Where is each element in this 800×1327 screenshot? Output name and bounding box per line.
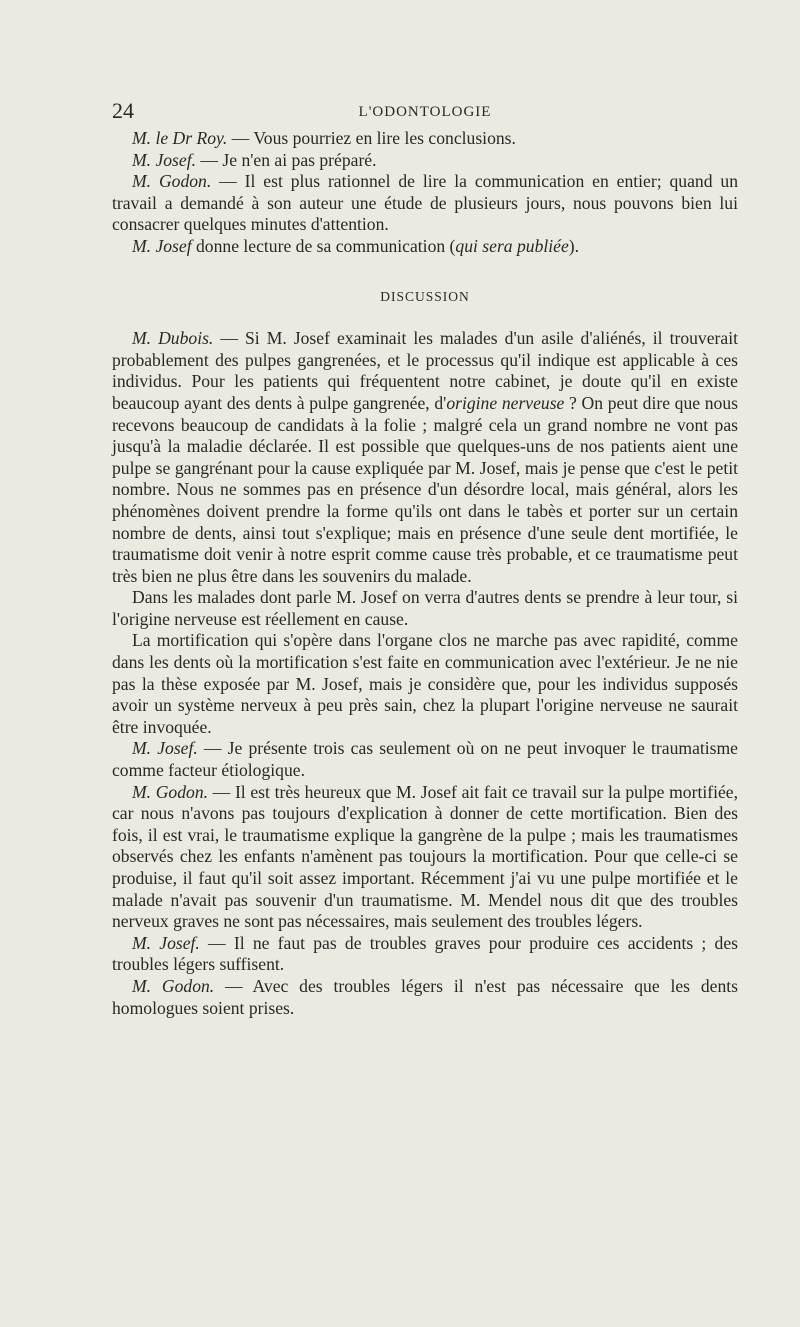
- paragraph-text: — Avec des troubles légers il n'est pas nécessaire que les dents homologues soient prises.: [112, 975, 739, 1018]
- paragraph: [112, 128, 738, 150]
- paragraph: [112, 587, 738, 630]
- paragraph: [112, 738, 738, 781]
- speaker-name: M. Godon.: [132, 781, 209, 802]
- body-text: [112, 128, 738, 1019]
- speaker-name: M. Godon.: [132, 171, 212, 192]
- speaker-name: M. Dubois.: [132, 328, 214, 349]
- paragraph-tail: ? On peut dire que nous recevons beaucoup de candidats à la folie ; malgré cela un grand nombre ne vont pas jusqu'à la maladie déclarée. Il est possible que quelques-uns de nos patients aient une pulpe se gangrénant pour la cause expliquée par M. Josef, mais je pense que c'est le petit nombre. Nous ne sommes pas en présence d'un désordre local, mais général, alors les phénomènes doivent prendre la forme qu'ils ont dans le tabès et porter sur un certain nombre de dents, ainsi tout s'explique; mais en présence d'une seule dent mortifiée, le traumatisme doit venir à notre esprit comme cause très probable, et ce traumatisme peut très bien ne plus être dans les souvenirs du malade.: [112, 392, 738, 586]
- paragraph-tail: ).: [568, 235, 580, 256]
- paragraph-text: — Il est très heureux que M. Josef ait fait ce travail sur la pulpe mortifiée, car nous n'avons pas toujours d'explication à donner de cette mortification. Bien des fois, il est vrai, le traumatisme explique la gangrène de la pulpe ; mais les traumatismes observés chez les enfants n'amènent pas toujours la mortification. Pour que celle-ci se produise, il faut qu'il soit assez important. Récemment j'ai vu une pulpe mortifiée et le malade n'avait pas souvenir d'un traumatisme. M. Mendel nous dit que des troubles nerveux graves ne sont pas nécessaires, mais seulement des troubles légers.: [112, 781, 738, 932]
- section-title: DISCUSSION: [380, 288, 470, 304]
- page-number: 24: [112, 98, 134, 123]
- paragraph-text: Dans les malades dont parle M. Josef on verra d'autres dents se prendre à leur tour, si l'origine nerveuse est réellement en cause.: [112, 587, 738, 629]
- paragraph-text: — Je présente trois cas seulement où on ne peut invoquer le traumatisme comme facteur étiologique.: [112, 738, 738, 781]
- paragraph: [112, 236, 738, 258]
- paragraph: [112, 782, 738, 933]
- running-title: L'ODONTOLOGIE: [358, 104, 492, 120]
- paragraph: [112, 976, 738, 1019]
- paragraph: [112, 171, 738, 236]
- speaker-name: M. Godon.: [132, 975, 215, 996]
- paragraph-text: — Il ne faut pas de troubles graves pour produire ces accidents ; des troubles légers suffisent.: [112, 932, 738, 975]
- paragraph-text: La mortification qui s'opère dans l'organe clos ne marche pas avec rapidité, comme dans les dents où la mortification s'est faite en communication avec l'extérieur. Je ne nie pas la thèse exposée par M. Josef, mais je considère que, pour les individus supposés avoir un système nerveux à peu près sain, chez la plupart l'origine nerveuse ne saurait être invoquée.: [112, 630, 738, 737]
- paragraph-text: — Si M. Josef examinait les malades d'un asile d'aliénés, il trouverait probablement des pulpes gangrenées, et le processus qu'il indique est applicable à ces individus. Pour les patients qui fréquentent notre cabinet, je doute qu'il en existe beaucoup ayant des dents à pulpe gangrenée, d': [112, 328, 738, 413]
- italic-phrase: origine nerveuse: [446, 392, 565, 413]
- speaker-name: M. le Dr Roy.: [132, 128, 228, 148]
- paragraph: [112, 328, 738, 587]
- paragraph: [112, 630, 738, 738]
- speaker-name: M. Josef.: [132, 149, 197, 170]
- page-header: [112, 98, 738, 128]
- speaker-name: M. Josef: [132, 235, 192, 256]
- speaker-name: M. Josef.: [132, 932, 200, 953]
- paragraph-text: donne lecture de sa communication (: [191, 235, 456, 256]
- paragraph: [112, 933, 738, 976]
- paragraph-text: — Il est plus rationnel de lire la communication en entier; quand un travail a demandé à son auteur une étude de plusieurs jours, nous pouvons bien lui consacrer quelques minutes d'attention.: [112, 171, 738, 235]
- italic-phrase: qui sera publiée: [455, 235, 569, 256]
- paragraph-text: — Vous pourriez en lire les conclusions.: [227, 128, 516, 148]
- paragraph: [112, 150, 738, 172]
- paragraph-text: — Je n'en ai pas préparé.: [196, 149, 377, 170]
- speaker-name: M. Josef.: [132, 738, 198, 759]
